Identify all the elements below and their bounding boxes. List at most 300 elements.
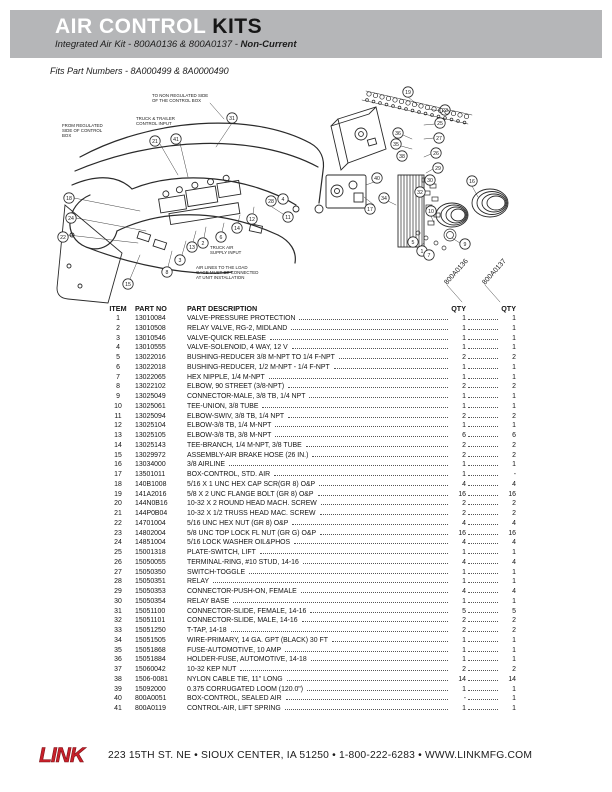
item-cell: 2 xyxy=(116,324,120,332)
table-row xyxy=(108,587,516,597)
qty-cell-1: 1 xyxy=(462,636,466,644)
footer-address: 223 15TH ST. NE • SIOUX CENTER, IA 51250 • 1-800-222-6283 • WWW.LINKMFG.COM xyxy=(108,749,533,761)
partno-cell: 15051505 xyxy=(135,636,166,644)
table-row xyxy=(108,519,516,529)
dot-leader xyxy=(468,646,498,652)
item-cell: 13 xyxy=(114,432,122,439)
svg-text:8: 8 xyxy=(165,269,169,276)
dot-leader xyxy=(468,519,498,525)
item-cell: 37 xyxy=(114,666,122,673)
col-header-description: PART DESCRIPTION xyxy=(187,304,258,314)
item-cell: 19 xyxy=(114,490,122,498)
dot-leader xyxy=(468,334,498,340)
callout-30 xyxy=(425,175,435,185)
dot-leader xyxy=(468,616,498,622)
callout-40 xyxy=(372,173,382,183)
qty-cell-1: 4 xyxy=(462,588,466,595)
svg-text:36: 36 xyxy=(395,130,401,137)
callout-14 xyxy=(232,223,242,233)
dot-leader xyxy=(468,382,498,388)
svg-text:3: 3 xyxy=(178,257,182,264)
qty-cell-1: 1 xyxy=(462,344,466,352)
partno-cell: 13501011 xyxy=(135,471,166,478)
table-row xyxy=(108,490,516,500)
qty-cell-1: 14 xyxy=(458,675,466,683)
qty-cell-1: 1 xyxy=(462,549,466,556)
svg-text:26: 26 xyxy=(433,150,439,157)
dot-leader xyxy=(468,704,498,710)
partno-cell: 14802004 xyxy=(135,529,166,537)
dot-leader xyxy=(468,499,498,505)
item-cell: 32 xyxy=(114,617,122,625)
qty-cell-1: 1 xyxy=(462,471,466,478)
dot-leader xyxy=(307,685,448,691)
table-row xyxy=(108,441,516,451)
parts-table-header xyxy=(108,303,516,314)
dot-leader xyxy=(262,402,448,408)
qty-cell-2: 2 xyxy=(512,441,516,449)
qty-cell-1: 1 xyxy=(462,393,466,400)
partno-cell: 800A0051 xyxy=(135,695,167,703)
svg-text:6: 6 xyxy=(219,234,223,241)
partno-cell: 13022018 xyxy=(135,363,166,371)
callout-22 xyxy=(58,232,68,242)
description-cell: 5/16 X 1 UNC HEX CAP SCR(GR 8) O&P xyxy=(187,480,316,488)
item-cell: 41 xyxy=(114,705,122,712)
parts-table-body xyxy=(108,314,516,714)
qty-cell-1: 2 xyxy=(462,383,466,391)
page-title xyxy=(55,16,602,38)
description-cell: 5/16 LOCK WASHER OIL&PHOS xyxy=(187,539,291,547)
dot-leader xyxy=(286,694,448,700)
dot-leader xyxy=(306,441,448,447)
description-cell: 10-32 KEP NUT xyxy=(187,666,237,673)
table-row xyxy=(108,314,516,324)
dot-leader xyxy=(468,373,498,379)
item-cell: 29 xyxy=(114,588,122,595)
partno-cell: 14851004 xyxy=(135,539,166,547)
qty-cell-2: 1 xyxy=(512,324,516,332)
item-cell: 36 xyxy=(114,656,122,664)
dot-leader xyxy=(468,685,498,691)
callout-2 xyxy=(198,238,208,248)
parts-diagram xyxy=(20,85,592,307)
qty-cell-2: 1 xyxy=(512,549,516,556)
parts-table xyxy=(108,303,516,714)
qty-cell-1: 2 xyxy=(462,441,466,449)
col-header-partno: PART NO xyxy=(135,304,167,314)
item-cell: 15 xyxy=(114,451,122,459)
description-cell: VALVE-QUICK RELEASE xyxy=(187,334,267,342)
svg-text:41: 41 xyxy=(173,136,179,143)
dot-leader xyxy=(468,392,498,398)
dot-leader xyxy=(275,431,448,437)
description-cell: HEX NIPPLE, 1/4 M-NPT xyxy=(187,373,265,381)
callout-15 xyxy=(123,279,133,289)
qty-cell-2: 4 xyxy=(512,519,516,527)
description-cell: BUSHING-REDUCER, 1/2 M-NPT - 1/4 F-NPT xyxy=(187,363,330,371)
dot-leader xyxy=(213,577,448,583)
dot-leader xyxy=(468,402,498,408)
svg-text:38: 38 xyxy=(399,153,405,160)
dot-leader xyxy=(288,412,448,418)
dot-leader xyxy=(468,460,498,466)
qty-cell-2: 16 xyxy=(508,490,516,498)
svg-text:19: 19 xyxy=(405,89,411,96)
table-row xyxy=(108,451,516,461)
item-cell: 4 xyxy=(116,344,120,352)
dot-leader xyxy=(285,704,448,710)
dot-leader xyxy=(229,460,448,466)
partno-cell: 15050351 xyxy=(135,578,166,586)
svg-text:15: 15 xyxy=(125,281,131,288)
fastener-strip xyxy=(366,89,469,124)
dot-leader xyxy=(468,509,498,515)
table-row xyxy=(108,470,516,480)
description-cell: CONNECTOR-SLIDE, FEMALE, 14-16 xyxy=(187,607,307,615)
table-row xyxy=(108,402,516,412)
callout-26 xyxy=(431,148,441,158)
item-cell: 8 xyxy=(116,383,120,391)
dot-leader xyxy=(468,626,498,632)
qty-cell-1: 1 xyxy=(462,685,466,693)
partno-cell: 141A2016 xyxy=(135,490,167,498)
item-cell: 12 xyxy=(114,422,122,430)
dot-leader xyxy=(285,646,448,652)
subtitle-text: Integrated Air Kit - 800A0136 & 800A0137 - xyxy=(55,39,241,50)
qty-cell-2: 2 xyxy=(512,666,516,673)
dot-leader xyxy=(301,587,448,593)
table-row xyxy=(108,675,516,685)
item-cell: 30 xyxy=(114,597,122,605)
item-cell: 21 xyxy=(114,510,122,517)
description-cell: VALVE-SOLENOID, 4 WAY, 12 V xyxy=(187,344,288,352)
dot-leader xyxy=(468,480,498,486)
qty-cell-1: 1 xyxy=(462,373,466,381)
page-footer xyxy=(38,740,578,770)
partno-cell: 15092000 xyxy=(135,685,166,693)
item-cell: 39 xyxy=(114,685,122,693)
description-cell: CONNECTOR-PUSH-ON, FEMALE xyxy=(187,588,297,595)
qty-cell-2: 4 xyxy=(512,480,516,488)
item-cell: 5 xyxy=(116,354,120,361)
table-row xyxy=(108,412,516,422)
qty-cell-2: 2 xyxy=(512,500,516,508)
table-row xyxy=(108,655,516,665)
item-cell: 38 xyxy=(114,675,122,683)
dot-leader xyxy=(468,665,498,671)
table-row xyxy=(108,685,516,695)
svg-text:12: 12 xyxy=(249,216,255,223)
callout-36 xyxy=(393,128,403,138)
dot-leader xyxy=(240,665,448,671)
dot-leader xyxy=(288,382,448,388)
partno-cell: 15060042 xyxy=(135,666,166,673)
svg-text:35: 35 xyxy=(393,141,399,148)
loom-shape xyxy=(398,175,424,247)
table-row xyxy=(108,324,516,334)
partno-cell: 13010508 xyxy=(135,324,166,332)
svg-text:2: 2 xyxy=(201,240,205,247)
qty-cell-1: 2 xyxy=(462,510,466,517)
qty-cell-2: 1 xyxy=(512,402,516,410)
qty-cell-2: 5 xyxy=(512,607,516,615)
svg-text:25: 25 xyxy=(437,120,443,127)
qty-cell-2: 1 xyxy=(512,461,516,469)
dot-leader xyxy=(468,568,498,574)
qty-cell-2: 1 xyxy=(512,597,516,605)
qty-cell-2: 1 xyxy=(512,373,516,381)
qty-cell-1: 2 xyxy=(462,412,466,420)
description-cell: ELBOW, 90 STREET (3/8-NPT) xyxy=(187,383,285,391)
table-row xyxy=(108,558,516,568)
hose-coil-2 xyxy=(472,189,508,217)
qty-cell-1: 1 xyxy=(462,422,466,430)
svg-text:1: 1 xyxy=(420,248,424,255)
page-header xyxy=(10,10,602,58)
svg-text:23: 23 xyxy=(442,107,448,114)
page-title-primary: AIR CONTROL xyxy=(55,15,206,38)
col-header-qty-1: QTY xyxy=(451,304,466,314)
qty-cell-1: 2 xyxy=(462,666,466,673)
partno-cell: 15051250 xyxy=(135,627,166,634)
dot-leader xyxy=(275,421,448,427)
description-cell: 5/16 UNC HEX NUT (GR 8) O&P xyxy=(187,519,289,527)
callout-18 xyxy=(64,193,74,203)
svg-text:31: 31 xyxy=(229,115,235,122)
diagram-annotation: AIR LINES TO THE LOAD GAGE MUST BE CONNECTED AT UNIT INSTALLATION xyxy=(196,265,259,280)
partno-cell: 15051868 xyxy=(135,646,166,654)
dot-leader xyxy=(292,519,448,525)
dot-leader xyxy=(291,324,448,330)
callout-5 xyxy=(408,237,418,247)
table-row xyxy=(108,646,516,656)
dot-leader xyxy=(319,480,448,486)
svg-text:27: 27 xyxy=(436,135,442,142)
table-row xyxy=(108,392,516,402)
description-cell: T-TAP, 14-18 xyxy=(187,627,227,634)
dot-leader xyxy=(468,538,498,544)
item-cell: 26 xyxy=(114,558,122,566)
item-cell: 6 xyxy=(116,363,120,371)
dot-leader xyxy=(468,363,498,369)
callout-12 xyxy=(247,214,257,224)
partno-cell: 14701004 xyxy=(135,519,166,527)
svg-text:4: 4 xyxy=(281,196,285,203)
svg-text:18: 18 xyxy=(66,195,72,202)
qty-cell-1: 2 xyxy=(462,354,466,361)
callout-3 xyxy=(175,255,185,265)
qty-cell-1: 4 xyxy=(462,480,466,488)
description-cell: 10-32 X 1/2 TRUSS HEAD MAC. SCREW xyxy=(187,510,316,517)
svg-text:5: 5 xyxy=(411,239,415,246)
svg-text:29: 29 xyxy=(435,165,441,172)
qty-cell-2: 2 xyxy=(512,617,516,625)
description-cell: 10-32 X 2 ROUND HEAD MACH. SCREW xyxy=(187,500,317,508)
qty-cell-2: 1 xyxy=(512,363,516,371)
page-title-secondary: KITS xyxy=(212,15,263,38)
partno-cell: 140B1008 xyxy=(135,480,167,488)
table-row xyxy=(108,577,516,587)
partno-cell: 13025061 xyxy=(135,402,166,410)
callout-19 xyxy=(403,87,413,97)
qty-cell-2: 1 xyxy=(512,636,516,644)
item-cell: 35 xyxy=(114,646,122,654)
table-row xyxy=(108,548,516,558)
partno-cell: 800A0119 xyxy=(135,705,166,712)
callout-32 xyxy=(415,187,425,197)
dot-leader xyxy=(303,558,448,564)
item-cell: 18 xyxy=(114,480,122,488)
description-cell: CONNECTOR-MALE, 3/8 TB, 1/4 NPT xyxy=(187,393,306,400)
qty-cell-1: 1 xyxy=(462,461,466,469)
dot-leader xyxy=(260,548,448,554)
qty-cell-1: 1 xyxy=(462,656,466,664)
col-header-qty-2: QTY xyxy=(501,304,516,314)
qty-cell-1: 1 xyxy=(462,646,466,654)
qty-cell-1: 1 xyxy=(462,363,466,371)
diagram-annotation: TRUCK AIR SUPPLY INPUT xyxy=(210,245,242,255)
dot-leader xyxy=(287,675,448,681)
callout-38 xyxy=(397,151,407,161)
table-row xyxy=(108,373,516,383)
partno-cell: 13010555 xyxy=(135,344,166,352)
description-cell: ELBOW-SWIV, 3/8 TB, 1/4 NPT xyxy=(187,412,285,420)
qty-cell-2: 2 xyxy=(512,412,516,420)
hose-coil-1 xyxy=(436,203,468,227)
description-cell: TEE-BRANCH, 1/4 M-NPT, 3/8 TUBE xyxy=(187,441,302,449)
link-logo xyxy=(38,742,100,768)
qty-cell-2: 14 xyxy=(508,675,516,683)
dot-leader xyxy=(269,373,448,379)
dot-leader xyxy=(468,314,498,320)
item-cell: 31 xyxy=(114,607,122,615)
diagram-dynamic-layer xyxy=(58,87,508,289)
qty-cell-2: 4 xyxy=(512,558,516,566)
callout-4 xyxy=(278,194,288,204)
qty-cell-1: 4 xyxy=(462,558,466,566)
partno-cell: 15051100 xyxy=(135,607,166,615)
link-logo-text: LINK xyxy=(39,744,84,767)
dot-leader xyxy=(294,538,448,544)
qty-cell-2: 1 xyxy=(512,685,516,693)
callout-9 xyxy=(460,239,470,249)
qty-cell-1: 1 xyxy=(462,315,466,322)
svg-text:10: 10 xyxy=(428,208,434,215)
svg-text:7: 7 xyxy=(427,252,431,259)
dot-leader xyxy=(339,353,448,359)
qty-cell-2: 1 xyxy=(512,578,516,586)
dot-leader xyxy=(468,529,498,535)
table-row xyxy=(108,607,516,617)
dot-leader xyxy=(468,451,498,457)
item-cell: 17 xyxy=(114,471,122,478)
table-row xyxy=(108,568,516,578)
callout-21 xyxy=(150,136,160,146)
dot-leader xyxy=(468,675,498,681)
dot-leader xyxy=(468,655,498,661)
qty-cell-1: 4 xyxy=(462,539,466,547)
description-cell: CONTROL-AIR, LIFT SPRING xyxy=(187,705,281,712)
partno-cell: 15050353 xyxy=(135,588,166,595)
dot-leader xyxy=(468,597,498,603)
table-row xyxy=(108,529,516,539)
qty-cell-2: 2 xyxy=(512,510,516,517)
table-row xyxy=(108,480,516,490)
dot-leader xyxy=(302,616,448,622)
callout-11 xyxy=(283,212,293,222)
partno-cell: 15050354 xyxy=(135,597,166,605)
table-row xyxy=(108,509,516,519)
qty-cell-1: 1 xyxy=(462,568,466,576)
item-cell: 28 xyxy=(114,578,122,586)
qty-cell-1: 2 xyxy=(462,451,466,459)
qty-cell-2: 1 xyxy=(512,695,516,703)
qty-cell-1: 4 xyxy=(462,519,466,527)
dot-leader xyxy=(468,490,498,496)
item-cell: 14 xyxy=(114,441,122,449)
item-cell: 10 xyxy=(114,402,122,410)
table-row xyxy=(108,421,516,431)
qty-cell-2: 1 xyxy=(512,334,516,342)
dot-leader xyxy=(249,568,448,574)
diagram-annotation: TRUCK & TRAILER CONTROL INPUT xyxy=(136,116,175,126)
item-cell: 25 xyxy=(114,549,122,556)
table-row xyxy=(108,499,516,509)
callout-25 xyxy=(435,118,445,128)
svg-text:34: 34 xyxy=(381,195,387,202)
callout-29 xyxy=(433,163,443,173)
callout-7 xyxy=(424,250,434,260)
qty-cell-2: 1 xyxy=(512,656,516,664)
partno-cell: 13025104 xyxy=(135,422,166,430)
description-cell: VALVE-PRESSURE PROTECTION xyxy=(187,315,296,322)
dot-leader xyxy=(233,597,448,603)
table-row xyxy=(108,343,516,353)
qty-cell-2: 2 xyxy=(512,627,516,634)
partno-cell: 15001318 xyxy=(135,549,166,556)
svg-text:17: 17 xyxy=(367,206,373,213)
description-cell: HOLDER-FUSE, AUTOMOTIVE, 14-18 xyxy=(187,656,307,664)
item-cell: 20 xyxy=(114,500,122,508)
svg-text:11: 11 xyxy=(285,214,291,221)
item-cell: 11 xyxy=(114,412,122,420)
dot-leader xyxy=(468,694,498,700)
callout-10 xyxy=(426,206,436,216)
qty-cell-2: 2 xyxy=(512,354,516,361)
svg-text:24: 24 xyxy=(68,215,74,222)
description-cell: RELAY VALVE, RG-2, MIDLAND xyxy=(187,324,288,332)
svg-text:22: 22 xyxy=(60,234,66,241)
callout-13 xyxy=(187,242,197,252)
description-cell: FUSE-AUTOMOTIVE, 10 AMP xyxy=(187,646,282,654)
item-cell: 1 xyxy=(116,315,120,322)
svg-text:9: 9 xyxy=(463,241,467,248)
dot-leader xyxy=(332,636,448,642)
dot-leader xyxy=(231,626,448,632)
qty-cell-2: - xyxy=(513,471,516,478)
description-cell: 3/8 AIRLINE xyxy=(187,461,225,469)
partno-cell: 13034000 xyxy=(135,461,166,469)
item-cell: 27 xyxy=(114,568,122,576)
table-row xyxy=(108,460,516,470)
qty-column-label: 800A0137 xyxy=(481,257,508,287)
dot-leader xyxy=(274,470,448,476)
qty-cell-2: 16 xyxy=(508,529,516,537)
dot-leader xyxy=(468,431,498,437)
dot-leader xyxy=(270,334,448,340)
svg-text:13: 13 xyxy=(189,244,195,251)
